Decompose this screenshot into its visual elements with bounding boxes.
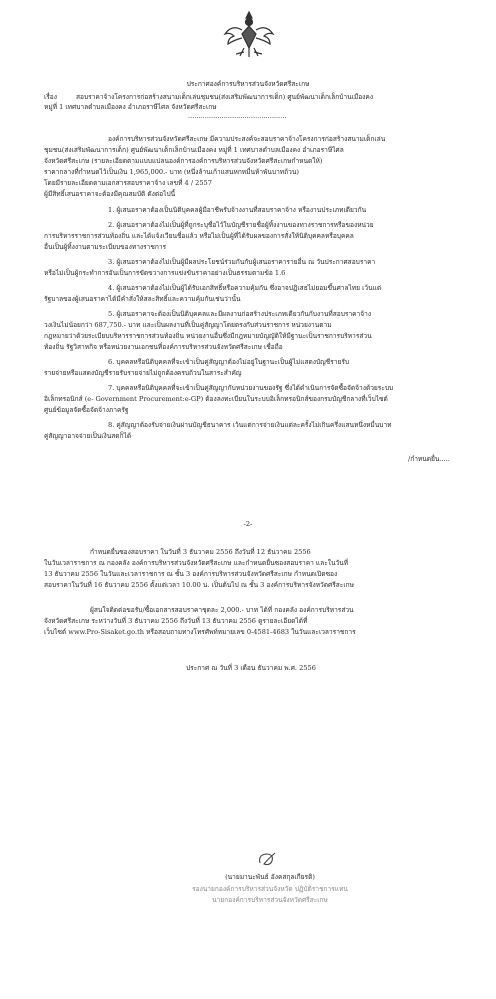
announcement-date: ประกาศ ณ วันที่ 3 เดือน ธันวาคม พ.ศ. 2556: [186, 664, 316, 672]
paragraph-line: ชุมชน(ส่งเสริมพัฒนาการเด็ก) ศูนย์พัฒนาเด็กเล็กบ้านเมืองคง หมู่ที่ 1 เทศบาลตำบลเมืองคง อำเภอราษีไศล: [44, 146, 344, 154]
paragraph-line: ในวันเวลาราชการ ณ กองคลัง องค์การบริหารส่วนจังหวัดศรีสะเกษ และกำหนดยื่นซองสอบราคา และในวันที่: [44, 559, 349, 567]
list-item: วงเงินไม่น้อยกว่า 687,750.- บาท และเป็นผลงานที่เป็นคู่สัญญาโดยตรงกับส่วนราชการ หน่วยงานตาม: [44, 321, 332, 329]
signer-title-2: นายกองค์การบริหารส่วนจังหวัดศรีสะเกษ: [212, 896, 328, 904]
paragraph-line: เว็บไซต์ www.Pro-Sisaket.go.th หรือสอบถามทางโทรศัพท์หมายเลข 0-4581-4683 ในวันและเวลาราชการ: [44, 628, 356, 636]
list-item: กฎหมายว่าด้วยระเบียบบริหารราชการส่วนท้องถิ่น หน่วยงานอื่นซึ่งมีกฎหมายบัญญัติให้มีฐานะเป็นราชการบริหารส่วน: [44, 332, 372, 340]
list-item: ศูนย์ข้อมูลจัดซื้อจัดจ้างภาครัฐ: [44, 406, 129, 414]
subject-line-1: สอบราคาจ้างโครงการก่อสร้างสนามเด็กเล่นชุมชน(ส่งเสริมพัฒนาการเด็ก) ศูนย์พัฒนาเด็กเล็กบ้านเมืองคง: [76, 93, 374, 101]
continued-note: /กำหนดยื่น.....: [408, 455, 450, 463]
paragraph-line: 13 ธันวาคม 2556 ในวันและเวลาราชการ ณ ชั้น 3 องค์การบริหารส่วนจังหวัดศรีสะเกษ กำหนดเปิดซอง: [44, 570, 338, 578]
separator: ...............................................: [188, 112, 287, 120]
subject-line-2: หมู่ที่ 1 เทศบาลตำบลเมืองคง อำเภอราษีไศล จังหวัดศรีสะเกษ: [44, 103, 217, 111]
list-item: 4. ผู้เสนอราคาต้องไม่เป็นผู้ได้รับเอกสิทธิ์หรือความคุ้มกัน ซึ่งอาจปฏิเสธไม่ยอมขึ้นศาลไทย เว้นแต่: [108, 284, 382, 292]
list-item: รัฐบาลของผู้เสนอราคาได้มีคำสั่งให้สละสิทธิ์และความคุ้มกันเช่นว่านั้น: [44, 295, 241, 303]
garuda-emblem-icon: [222, 8, 276, 60]
paragraph-line: ผู้สนใจติดต่อขอรับ/ซื้อเอกสารสอบราคาชุดละ 2,000.- บาท ได้ที่ กองคลัง องค์การบริหารส่วน: [90, 606, 354, 614]
paragraph-line: องค์การบริหารส่วนจังหวัดศรีสะเกษ มีความประสงค์จะสอบราคาจ้างโครงการก่อสร้างสนามเด็กเล่น: [108, 135, 386, 143]
list-item: 8. คู่สัญญาต้องรับจ่ายเงินผ่านบัญชีธนาคาร เว้นแต่การจ่ายเงินแต่ละครั้งไม่เกินครึ่งแสนหนึ่งหมื่นบาท: [108, 421, 392, 429]
paragraph-line: กำหนดยื่นซองสอบราคา ในวันที่ 3 ธันวาคม 2556 ถึงวันที่ 12 ธันวาคม 2556: [90, 548, 311, 556]
list-item: 3. ผู้เสนอราคาต้องไม่เป็นผู้มีผลประโยชน์ร่วมกันกับผู้เสนอราคารายอื่น ณ วันประกาศสอบราคา: [108, 258, 376, 266]
paragraph-line: สอบราคาในวันที่ 16 ธันวาคม 2556 ตั้งแต่เวลา 10.00 น. เป็นต้นไป ณ ชั้น 3 องค์การบริหารจังหวัดศรีสะเกษ: [44, 581, 354, 589]
list-item: รายจ่ายหรือแสดงบัญชีรายรับรายจ่ายไม่ถูกต้องครบถ้วนในสาระสำคัญ: [44, 369, 242, 377]
list-item: คู่สัญญาอาจจ่ายเป็นเงินสดก็ได้: [44, 432, 132, 440]
page-number: -2-: [243, 520, 253, 528]
list-item: 7. บุคคลหรือนิติบุคคลที่จะเข้าเป็นคู่สัญญากับหน่วยงานของรัฐ ซึ่งได้ดำเนินการจัดซื้อจัดจ้างด้วยระบบ: [108, 384, 394, 392]
paragraph-line: ราคากลางที่กำหนดไว้เป็นเงิน 1,965,000.- บาท (หนึ่งล้านเก้าแสนหกหมื่นห้าพันบาทถ้วน): [44, 168, 299, 176]
list-item: อื่นเป็นผู้ทิ้งงานตามระเบียบของทางราชการ: [44, 243, 167, 251]
paragraph-line: จังหวัดศรีสะเกษ (รายละเอียดตามแบบแปลนองค์การองค์การบริหารส่วนจังหวัดศรีสะเกษกำหนดให้): [44, 157, 323, 165]
signer-name: (นายมานะพันธ์ อังคสกุลเกียรติ): [225, 873, 315, 881]
signature-mark: [256, 851, 278, 867]
list-item: 5. ผู้เสนอราคาจะต้องเป็นนิติบุคคลและมีผลงานก่อสร้างประเภทเดียวกันกับงานที่สอบราคาจ้าง: [108, 310, 372, 318]
paragraph-line: จังหวัดศรีสะเกษ ระหว่างวันที่ 3 ธันวาคม 2556 ถึงวันที่ 13 ธันวาคม 2556 ดูรายละเอียดได้ที่: [44, 617, 308, 625]
signer-title-1: รองนายกองค์การบริหารส่วนจังหวัด ปฏิบัติราชการแทน: [192, 885, 348, 893]
list-item: 1. ผู้เสนอราคาต้องเป็นนิติบุคคลผู้มีอาชีพรับจ้างงานที่สอบราคาจ้าง หรืองานประเภทเดียวกัน: [108, 206, 367, 214]
paragraph-line: โดยมีรายละเอียดตามเอกสารสอบราคาจ้าง เลขที่ 4 / 2557: [44, 179, 212, 187]
list-item: ท้องถิ่น รัฐวิสาหกิจ หรือหน่วยงานเอกชนที่องค์การบริหารส่วนจังหวัดศรีสะเกษ เชื่อถือ: [44, 343, 283, 351]
org-title: ประกาศองค์การบริหารส่วนจังหวัดศรีสะเกษ: [186, 80, 310, 88]
subject-label: เรื่อง: [44, 93, 57, 101]
list-item: 6. บุคคลหรือนิติบุคคลที่จะเข้าเป็นคู่สัญญาต้องไม่อยู่ในฐานะเป็นผู้ไม่แสดงบัญชีรายรับ: [108, 358, 350, 366]
list-item: การบริหารราชการส่วนท้องถิ่น และได้แจ้งเวียนชื่อแล้ว หรือไม่เป็นผู้ที่ได้รับผลของการสั่งให้นิติบุคคลหรือบุคคล: [44, 232, 354, 240]
list-item: หรือไม่เป็นผู้กระทำการอันเป็นการขัดขวางการแข่งขันราคาอย่างเป็นธรรมตามข้อ 1.6: [44, 269, 286, 277]
list-item: 2. ผู้เสนอราคาต้องไม่เป็นผู้ที่ถูกระบุชื่อไว้ในบัญชีรายชื่อผู้ทิ้งงานของทางราชการหรือของหน่วย: [108, 221, 374, 229]
paragraph-line: ผู้มีสิทธิ์เสนอราคาจะต้องมีคุณสมบัติ ดังต่อไปนี้: [44, 190, 176, 198]
list-item: อิเล็กทรอนิกส์ (e- Government Procurement:e-GP) ต้องลงทะเบียนในระบบอิเล็กทรอนิกส์ของกรมบัญชีกลางที่เว็บไซต์: [44, 395, 388, 403]
